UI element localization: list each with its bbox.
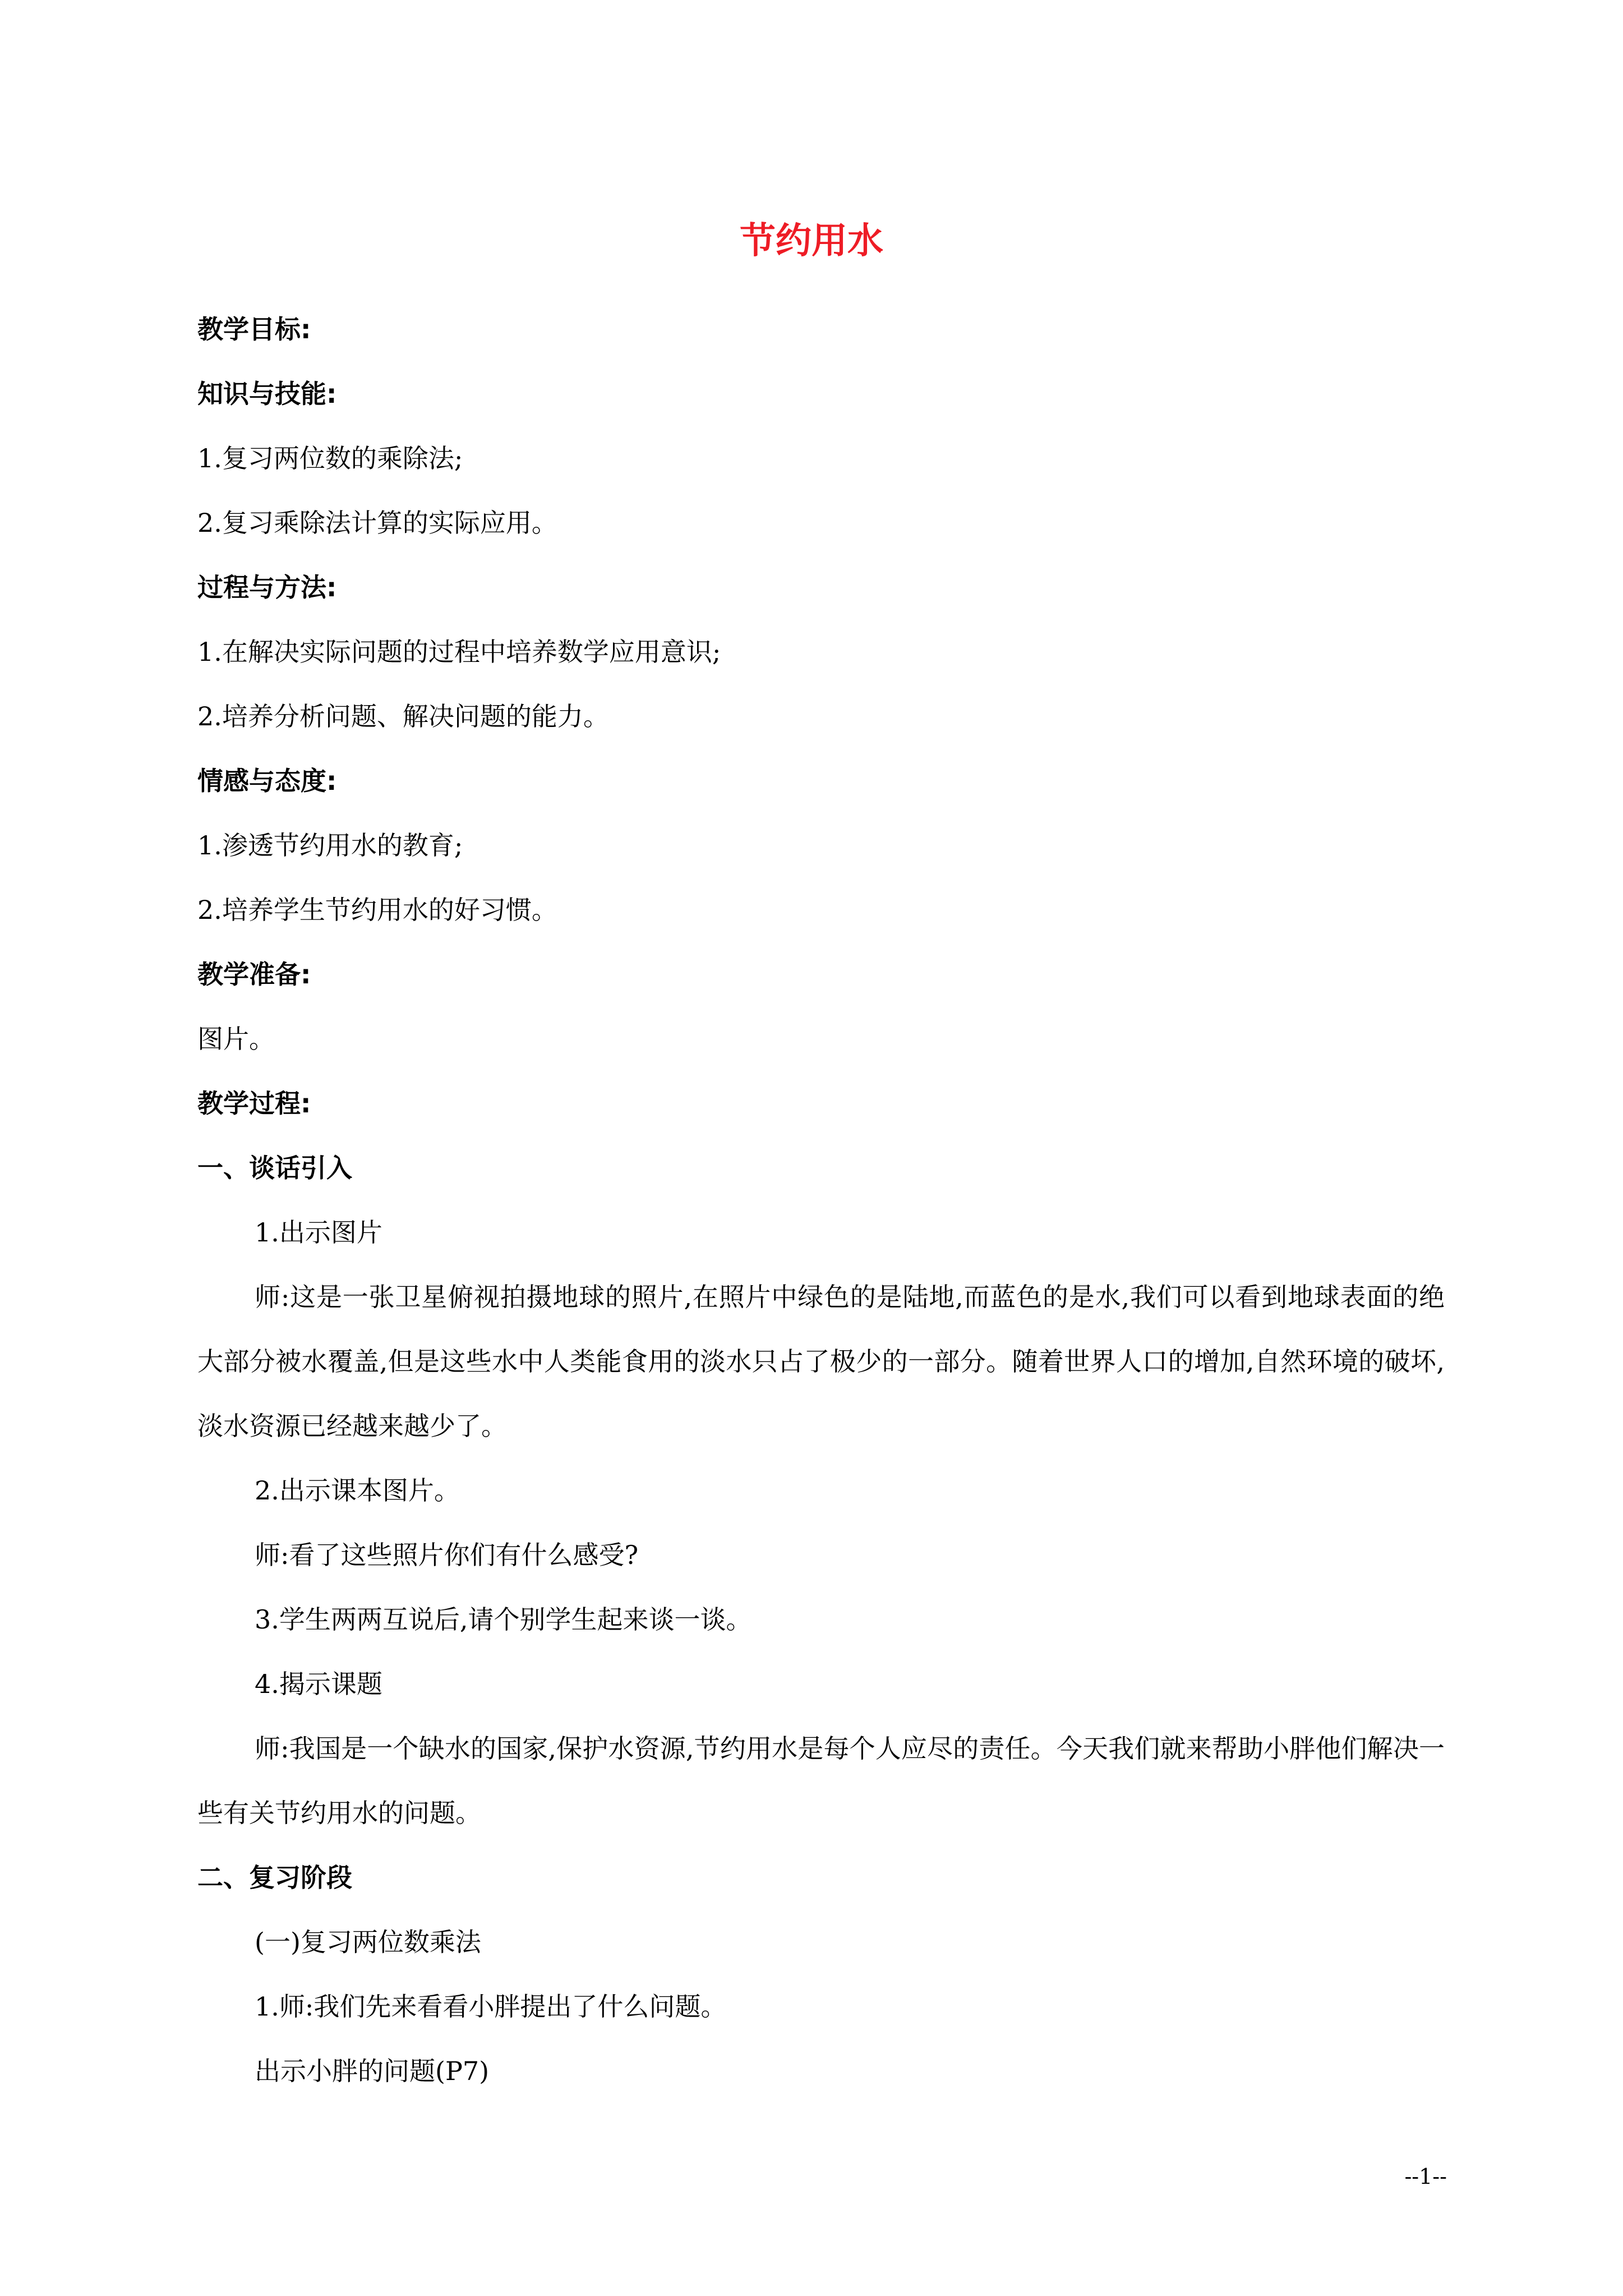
- knowledge-item: 2.复习乘除法计算的实际应用。: [197, 508, 557, 538]
- prep-text: 图片。: [197, 1024, 275, 1054]
- section-1-step-3: 3.学生两两互说后,请个别学生起来谈一谈。: [255, 1604, 752, 1635]
- knowledge-item: 1.复习两位数的乘除法;: [197, 443, 463, 473]
- knowledge-heading: 知识与技能:: [197, 379, 337, 409]
- section-1-line-2: 师:看了这些照片你们有什么感受?: [255, 1540, 639, 1570]
- section-1-paragraph-1: 师:这是一张卫星俯视拍摄地球的照片,在照片中绿色的是陆地,而蓝色的是水,我们可以看到地球表面的绝大部分被水覆盖,但是这些水中人类能食用的淡水只占了极少的一部分。随着世界人口的增加,自然环境的破坏,淡水资源已经越来越少了。: [197, 1282, 1445, 1441]
- section-1-heading: 一、谈话引入: [197, 1153, 352, 1183]
- document-title: 节约用水: [740, 220, 883, 262]
- process-item: 1.在解决实际问题的过程中培养数学应用意识;: [197, 637, 721, 667]
- attitude-heading: 情感与态度:: [197, 766, 337, 796]
- teaching-process-heading: 教学过程:: [197, 1088, 311, 1119]
- section-1-step-4: 4.揭示课题: [255, 1669, 382, 1699]
- section-2-heading: 二、复习阶段: [197, 1862, 352, 1893]
- page-number: --1--: [1404, 2164, 1447, 2189]
- attitude-item: 1.渗透节约用水的教育;: [197, 830, 463, 861]
- section-2-subheading: (一)复习两位数乘法: [255, 1927, 481, 1957]
- attitude-item: 2.培养学生节约用水的好习惯。: [197, 895, 557, 925]
- objectives-heading: 教学目标:: [197, 314, 311, 344]
- prep-heading: 教学准备:: [197, 959, 311, 990]
- section-2-line-1: 出示小胖的问题(P7): [255, 2056, 490, 2086]
- process-heading: 过程与方法:: [197, 572, 337, 602]
- section-1-paragraph-4: 师:我国是一个缺水的国家,保护水资源,节约用水是每个人应尽的责任。今天我们就来帮助小胖他们解决一些有关节约用水的问题。: [197, 1733, 1445, 1828]
- section-2-step-1: 1.师:我们先来看看小胖提出了什么问题。: [255, 1991, 727, 2022]
- section-1-step-2: 2.出示课本图片。: [255, 1475, 460, 1506]
- section-1-step-1: 1.出示图片: [255, 1217, 382, 1248]
- document-body: [197, 297, 1445, 2104]
- process-item: 2.培养分析问题、解决问题的能力。: [197, 701, 609, 731]
